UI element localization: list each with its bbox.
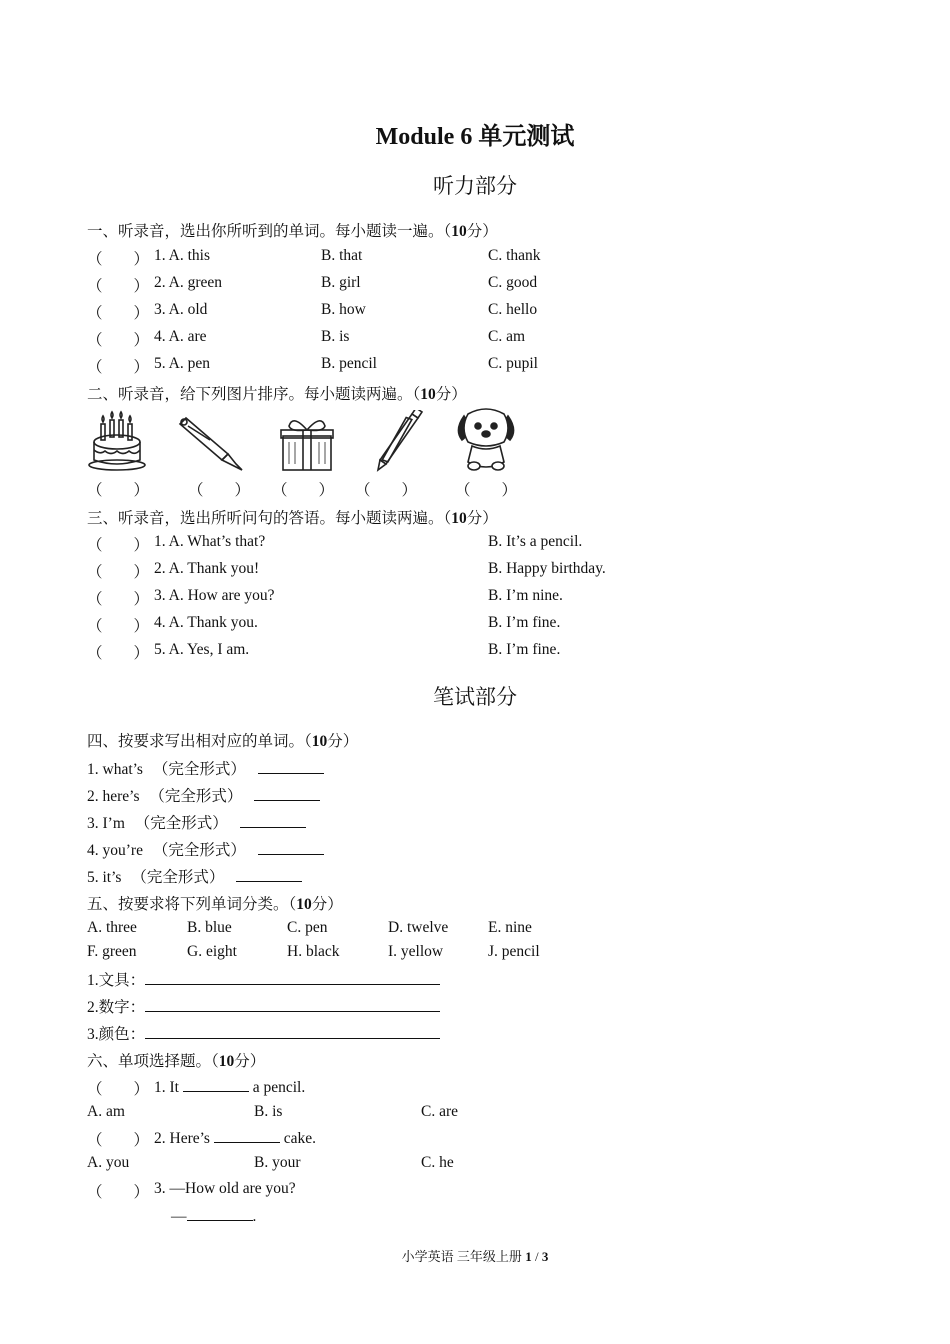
gift-box-icon — [279, 416, 335, 472]
s5-word: I. yellow — [388, 943, 444, 960]
s6-q1-option-a: A. am — [87, 1103, 125, 1120]
s3-option-b-5: B. I’m fine. — [488, 641, 561, 658]
s3-option-a-5: 5. A. Yes, I am. — [154, 641, 250, 658]
section5-title — [87, 892, 343, 914]
section5-title-text: 五、按要求将下列单词分类。（ — [87, 896, 297, 913]
writing-heading: 笔试部分 — [433, 685, 517, 709]
listening-heading: 听力部分 — [433, 174, 517, 198]
s3-paren-3[interactable]: （ ） — [87, 591, 150, 608]
s6-q1-option-c: C. are — [421, 1103, 459, 1120]
s1-option-c-3: C. hello — [488, 301, 538, 318]
section6-title-text: 六、单项选择题。（ — [87, 1053, 219, 1070]
s3-paren-1[interactable]: （ ） — [87, 537, 150, 554]
s1-option-b-3: B. how — [321, 301, 366, 318]
s4-answer-blank-1[interactable] — [258, 759, 324, 774]
s4-item-5 — [87, 865, 302, 887]
s3-option-b-2: B. Happy birthday. — [488, 560, 606, 577]
s2-paren-1[interactable]: （ ） — [87, 482, 150, 499]
s5-category-blank-3[interactable] — [145, 1024, 440, 1039]
s4-hint-1: （完全形式） — [152, 761, 246, 778]
s1-paren-4[interactable]: （ ） — [87, 332, 150, 349]
s6-q2-option-c: C. he — [421, 1154, 454, 1171]
s6-question-3: 3. —How old are you? — [154, 1180, 296, 1197]
s4-word-1: 1. what’s — [87, 761, 143, 778]
s5-category-label-2: 2.数字： — [87, 999, 146, 1016]
s5-word: B. blue — [187, 919, 232, 936]
s4-hint-5: （完全形式） — [131, 869, 225, 886]
s5-category-label-3: 3.颜色： — [87, 1026, 146, 1043]
s2-paren-2[interactable]: （ ） — [188, 482, 251, 499]
s1-option-c-1: C. thank — [488, 247, 541, 264]
footer-page-total: 3 — [541, 1249, 549, 1264]
s1-option-a-5: 5. A. pen — [154, 355, 210, 372]
section1-points: 10 — [451, 223, 467, 240]
section6-title — [87, 1049, 265, 1071]
birthday-cake-icon — [86, 410, 148, 472]
s1-paren-1[interactable]: （ ） — [87, 251, 150, 268]
s6-paren-2[interactable]: （ ） — [87, 1132, 150, 1149]
s3-paren-2[interactable]: （ ） — [87, 564, 150, 581]
s5-word: J. pencil — [488, 943, 540, 960]
section5-points: 10 — [296, 896, 312, 913]
s3-paren-5[interactable]: （ ） — [87, 645, 150, 662]
s6-paren-3[interactable]: （ ） — [87, 1184, 150, 1201]
s6-question-1 — [154, 1077, 305, 1097]
s3-option-b-1: B. It’s a pencil. — [488, 533, 583, 550]
s6-q3-dash: — — [171, 1208, 187, 1225]
section2-points: 10 — [420, 386, 436, 403]
section2-title-text: 二、听录音，给下列图片排序。每小题读两遍。（ — [87, 386, 421, 403]
footer-page-number: 1 — [525, 1249, 532, 1264]
section1-title-text: 一、听录音，选出你所听到的单词。每小题读一遍。（ — [87, 223, 452, 240]
s6-paren-1[interactable]: （ ） — [87, 1081, 150, 1098]
section6-points-suffix: 分） — [234, 1053, 266, 1070]
section4-points: 10 — [311, 733, 328, 750]
s1-option-b-4: B. is — [321, 328, 350, 345]
s5-category-blank-2[interactable] — [145, 997, 440, 1012]
footer-separator: / — [531, 1249, 542, 1264]
s6-q1-post: a pencil. — [248, 1079, 306, 1096]
section3-points: 10 — [451, 510, 467, 527]
s1-option-c-5: C. pupil — [488, 355, 538, 372]
s5-word: C. pen — [287, 919, 328, 936]
s4-item-1 — [87, 757, 324, 779]
s1-option-a-1: 1. A. this — [154, 247, 210, 264]
s6-q1-pre: 1. It — [154, 1079, 183, 1096]
s3-option-a-4: 4. A. Thank you. — [154, 614, 258, 631]
s2-paren-4[interactable]: （ ） — [355, 482, 418, 499]
s5-category-blank-1[interactable] — [145, 970, 440, 985]
s2-paren-5[interactable]: （ ） — [455, 482, 518, 499]
page-footer — [0, 1246, 950, 1265]
s5-category-3 — [87, 1022, 440, 1044]
s6-question-2 — [154, 1128, 316, 1148]
s4-answer-blank-2[interactable] — [254, 786, 320, 801]
s5-category-1 — [87, 968, 440, 990]
s4-answer-blank-4[interactable] — [258, 840, 324, 855]
s4-word-2: 2. here’s — [87, 788, 140, 805]
s5-word: H. black — [287, 943, 340, 960]
s1-option-b-2: B. girl — [321, 274, 361, 291]
pen-icon — [176, 414, 246, 474]
footer-text: 小学英语 三年级上册 — [401, 1249, 526, 1264]
s6-q2-pre: 2. Here’s — [154, 1130, 214, 1147]
s3-option-a-2: 2. A. Thank you! — [154, 560, 260, 577]
s1-option-a-3: 3. A. old — [154, 301, 208, 318]
s5-word: E. nine — [488, 919, 532, 936]
s5-category-label-1: 1.文具： — [87, 972, 146, 989]
s5-word: G. eight — [187, 943, 237, 960]
s4-word-4: 4. you’re — [87, 842, 143, 859]
s1-option-b-1: B. that — [321, 247, 363, 264]
s6-q1-blank[interactable] — [183, 1077, 249, 1092]
s6-q2-option-b: B. your — [254, 1154, 301, 1171]
s4-hint-2: （完全形式） — [149, 788, 243, 805]
s3-option-b-4: B. I’m fine. — [488, 614, 561, 631]
section4-points-suffix: 分） — [327, 733, 359, 750]
s6-q1-option-b: B. is — [254, 1103, 283, 1120]
section6-points: 10 — [218, 1053, 235, 1070]
s3-option-a-3: 3. A. How are you? — [154, 587, 275, 604]
pencils-icon — [368, 410, 424, 472]
s4-hint-4: （完全形式） — [152, 842, 246, 859]
s4-item-2 — [87, 784, 320, 806]
s1-option-c-2: C. good — [488, 274, 538, 291]
s5-category-2 — [87, 995, 440, 1017]
puppy-icon — [454, 406, 518, 474]
s1-option-a-4: 4. A. are — [154, 328, 207, 345]
s5-word: F. green — [87, 943, 137, 960]
s2-paren-3[interactable]: （ ） — [272, 482, 335, 499]
s6-q3-blank[interactable] — [187, 1206, 253, 1221]
s4-word-5: 5. it’s — [87, 869, 122, 886]
s6-q2-post: cake. — [279, 1130, 316, 1147]
s6-q2-option-a: A. you — [87, 1154, 130, 1171]
s3-paren-4[interactable]: （ ） — [87, 618, 150, 635]
page-title: Module 6 单元测试 — [375, 124, 575, 150]
s1-option-a-2: 2. A. green — [154, 274, 223, 291]
section2-title — [87, 382, 467, 404]
section1-points-suffix: 分） — [466, 223, 498, 240]
s4-item-3 — [87, 811, 306, 833]
section3-title — [87, 506, 498, 528]
s6-q3-end: . — [252, 1208, 257, 1225]
s5-word: A. three — [87, 919, 137, 936]
s5-word: D. twelve — [388, 919, 449, 936]
s4-answer-blank-3[interactable] — [240, 813, 306, 828]
s3-option-b-3: B. I’m nine. — [488, 587, 563, 604]
s1-paren-5[interactable]: （ ） — [87, 359, 150, 376]
s3-option-a-1: 1. A. What’s that? — [154, 533, 266, 550]
section5-points-suffix: 分） — [311, 896, 343, 913]
section3-points-suffix: 分） — [466, 510, 498, 527]
section4-title — [87, 729, 358, 751]
s1-paren-2[interactable]: （ ） — [87, 278, 150, 295]
s4-hint-3: （完全形式） — [134, 815, 228, 832]
section3-title-text: 三、听录音，选出所听问句的答语。每小题读两遍。（ — [87, 510, 452, 527]
section2-points-suffix: 分） — [435, 386, 467, 403]
s4-word-3: 3. I’m — [87, 815, 125, 832]
section4-title-text: 四、按要求写出相对应的单词。（ — [87, 733, 312, 750]
s1-paren-3[interactable]: （ ） — [87, 305, 150, 322]
s4-item-4 — [87, 838, 324, 860]
s6-q2-blank[interactable] — [214, 1128, 280, 1143]
section1-title — [87, 219, 498, 241]
s6-q3-answer-line — [171, 1206, 256, 1226]
s1-option-b-5: B. pencil — [321, 355, 377, 372]
s1-option-c-4: C. am — [488, 328, 526, 345]
s4-answer-blank-5[interactable] — [236, 867, 302, 882]
